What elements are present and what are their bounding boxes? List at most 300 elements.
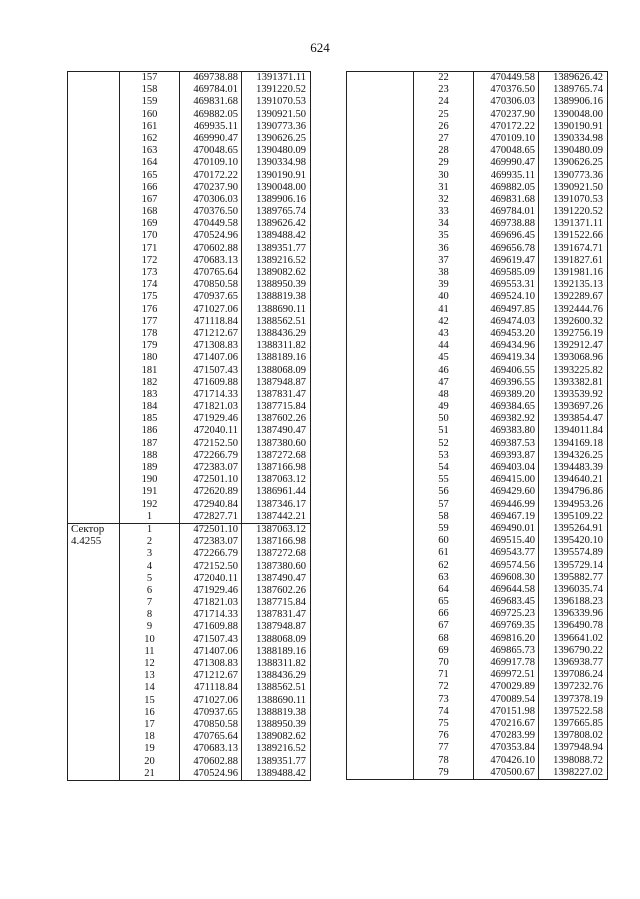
point-number-cell: 37: [414, 255, 474, 267]
sector-label-cell: [347, 547, 414, 559]
table-row: [347, 572, 608, 584]
y-coordinate-cell: 1390190.91: [242, 170, 311, 182]
table-row: [347, 535, 608, 547]
y-coordinate-cell: 1396339.96: [539, 608, 608, 620]
point-number-cell: 26: [414, 121, 474, 133]
y-coordinate-cell: 1390048.00: [242, 182, 311, 194]
sector-label-cell: [347, 486, 414, 498]
point-number-cell: 179: [120, 340, 180, 352]
sector-label-cell: [347, 706, 414, 718]
point-number-cell: 40: [414, 291, 474, 303]
y-coordinate-cell: 1398088.72: [539, 755, 608, 767]
y-coordinate-cell: 1396938.77: [539, 657, 608, 669]
x-coordinate-cell: 470376.50: [474, 84, 539, 96]
y-coordinate-cell: 1395729.14: [539, 560, 608, 572]
point-number-cell: 49: [414, 401, 474, 413]
table-row: [68, 255, 311, 267]
y-coordinate-cell: 1389488.42: [242, 768, 311, 781]
table-row: [68, 462, 311, 474]
y-coordinate-cell: 1388436.29: [242, 670, 311, 682]
sector-label-cell: [68, 438, 120, 450]
x-coordinate-cell: 469738.88: [474, 218, 539, 230]
sector-label-cell: [68, 304, 120, 316]
y-coordinate-cell: 1392289.67: [539, 291, 608, 303]
x-coordinate-cell: 470937.65: [180, 291, 242, 303]
point-number-cell: 35: [414, 230, 474, 242]
x-coordinate-cell: 470449.58: [474, 72, 539, 85]
sector-label-cell: [347, 352, 414, 364]
table-row: [68, 413, 311, 425]
x-coordinate-cell: 472266.79: [180, 450, 242, 462]
sector-label-cell: [68, 279, 120, 291]
x-coordinate-cell: 469990.47: [474, 157, 539, 169]
table-row: [347, 182, 608, 194]
x-coordinate-cell: 469389.20: [474, 389, 539, 401]
table-row: [347, 145, 608, 157]
x-coordinate-cell: 469935.11: [474, 170, 539, 182]
table-row: [347, 267, 608, 279]
table-row: [347, 425, 608, 437]
y-coordinate-cell: 1397665.85: [539, 718, 608, 730]
point-number-cell: 17: [120, 719, 180, 731]
table-row: [347, 584, 608, 596]
point-number-cell: 71: [414, 669, 474, 681]
point-number-cell: 44: [414, 340, 474, 352]
sector-label-cell: [347, 182, 414, 194]
sector-label-cell: [68, 597, 120, 609]
sector-label-cell: [347, 413, 414, 425]
x-coordinate-cell: 469585.09: [474, 267, 539, 279]
sector-label-cell: [68, 133, 120, 145]
y-coordinate-cell: 1390190.91: [539, 121, 608, 133]
table-row: [68, 511, 311, 524]
point-number-cell: 161: [120, 121, 180, 133]
x-coordinate-cell: 470602.88: [180, 243, 242, 255]
sector-label-cell: [68, 585, 120, 597]
table-row: [68, 425, 311, 437]
y-coordinate-cell: 1387442.21: [242, 511, 311, 524]
point-number-cell: 176: [120, 304, 180, 316]
y-coordinate-cell: 1397808.02: [539, 730, 608, 742]
sector-label-cell: [347, 523, 414, 535]
x-coordinate-cell: 471308.83: [180, 658, 242, 670]
point-number-cell: 160: [120, 109, 180, 121]
page-number: 624: [310, 40, 330, 55]
y-coordinate-cell: 1392135.13: [539, 279, 608, 291]
x-coordinate-cell: 470306.03: [474, 96, 539, 108]
y-coordinate-cell: 1394326.25: [539, 450, 608, 462]
sector-label-cell: [347, 401, 414, 413]
sector-label-cell: [68, 450, 120, 462]
y-coordinate-cell: 1389082.62: [242, 731, 311, 743]
table-row: [347, 438, 608, 450]
sector-label-cell: [68, 328, 120, 340]
sector-label-cell: [68, 194, 120, 206]
y-coordinate-cell: 1390773.36: [242, 121, 311, 133]
table-row: [347, 742, 608, 754]
sector-label-cell: [68, 670, 120, 682]
x-coordinate-cell: 469831.68: [474, 194, 539, 206]
y-coordinate-cell: 1388068.09: [242, 365, 311, 377]
x-coordinate-cell: 472266.79: [180, 548, 242, 560]
point-number-cell: 43: [414, 328, 474, 340]
table-row: [347, 365, 608, 377]
sector-label-cell: [347, 206, 414, 218]
table-row: [68, 377, 311, 389]
x-coordinate-cell: 469882.05: [474, 182, 539, 194]
x-coordinate-cell: 470089.54: [474, 694, 539, 706]
point-number-cell: 163: [120, 145, 180, 157]
x-coordinate-cell: 469403.04: [474, 462, 539, 474]
x-coordinate-cell: 470683.13: [180, 743, 242, 755]
sector-label-cell: [347, 657, 414, 669]
table-row: [347, 401, 608, 413]
table-row: [68, 548, 311, 560]
sector-label-cell: [347, 145, 414, 157]
table-row: [347, 206, 608, 218]
sector-label-cell: [347, 608, 414, 620]
table-row: [347, 560, 608, 572]
sector-label-cell: 4.4255: [68, 536, 120, 548]
point-number-cell: 172: [120, 255, 180, 267]
sector-label-cell: [347, 377, 414, 389]
point-number-cell: 180: [120, 352, 180, 364]
sector-label-cell: [68, 243, 120, 255]
table-row: [68, 316, 311, 328]
x-coordinate-cell: 470172.22: [474, 121, 539, 133]
table-row: [68, 340, 311, 352]
y-coordinate-cell: 1389216.52: [242, 743, 311, 755]
y-coordinate-cell: 1388819.38: [242, 707, 311, 719]
point-number-cell: 62: [414, 560, 474, 572]
y-coordinate-cell: 1394483.39: [539, 462, 608, 474]
y-coordinate-cell: 1389626.42: [242, 218, 311, 230]
y-coordinate-cell: 1394953.26: [539, 499, 608, 511]
sector-label-cell: [347, 584, 414, 596]
sector-label-cell: [347, 170, 414, 182]
table-row: [347, 706, 608, 718]
y-coordinate-cell: 1391220.52: [539, 206, 608, 218]
sector-label-cell: [68, 573, 120, 585]
table-row: [68, 438, 311, 450]
sector-label-cell: [347, 121, 414, 133]
sector-label-cell: [347, 279, 414, 291]
x-coordinate-cell: 469865.73: [474, 645, 539, 657]
point-number-cell: 16: [120, 707, 180, 719]
table-row: [68, 121, 311, 133]
y-coordinate-cell: 1391981.16: [539, 267, 608, 279]
point-number-cell: 72: [414, 681, 474, 693]
y-coordinate-cell: 1390921.50: [242, 109, 311, 121]
y-coordinate-cell: 1387831.47: [242, 389, 311, 401]
sector-label-cell: [68, 474, 120, 486]
sector-label-cell: [68, 719, 120, 731]
x-coordinate-cell: 469446.99: [474, 499, 539, 511]
x-coordinate-cell: 471507.43: [180, 365, 242, 377]
point-number-cell: 21: [120, 768, 180, 781]
sector-label-cell: [68, 352, 120, 364]
table-row: [68, 170, 311, 182]
table-row: [68, 84, 311, 96]
point-number-cell: 61: [414, 547, 474, 559]
point-number-cell: 173: [120, 267, 180, 279]
sector-label-cell: [347, 620, 414, 632]
point-number-cell: 164: [120, 157, 180, 169]
table-row: [68, 585, 311, 597]
table-row: [347, 633, 608, 645]
point-number-cell: 60: [414, 535, 474, 547]
x-coordinate-cell: 469543.77: [474, 547, 539, 559]
table-row: [347, 316, 608, 328]
table-row: [347, 109, 608, 121]
point-number-cell: 184: [120, 401, 180, 413]
point-number-cell: 23: [414, 84, 474, 96]
sector-label-cell: [347, 109, 414, 121]
table-row: [347, 194, 608, 206]
table-row: [347, 157, 608, 169]
table-row: [347, 84, 608, 96]
point-number-cell: 8: [120, 609, 180, 621]
x-coordinate-cell: 470109.10: [474, 133, 539, 145]
point-number-cell: 12: [120, 658, 180, 670]
y-coordinate-cell: 1392600.32: [539, 316, 608, 328]
table-row: [347, 72, 608, 85]
y-coordinate-cell: 1387715.84: [242, 401, 311, 413]
sector-label-cell: [68, 230, 120, 242]
x-coordinate-cell: 471027.06: [180, 304, 242, 316]
sector-label-cell: [68, 548, 120, 560]
table-row: [347, 547, 608, 559]
point-number-cell: 53: [414, 450, 474, 462]
sector-label-cell: [68, 145, 120, 157]
sector-label-cell: [68, 389, 120, 401]
x-coordinate-cell: 469553.31: [474, 279, 539, 291]
point-number-cell: 183: [120, 389, 180, 401]
point-number-cell: 30: [414, 170, 474, 182]
sector-label-cell: [347, 633, 414, 645]
table-row: [347, 694, 608, 706]
sector-label-cell: [347, 462, 414, 474]
y-coordinate-cell: 1389082.62: [242, 267, 311, 279]
y-coordinate-cell: 1395420.10: [539, 535, 608, 547]
y-coordinate-cell: 1387272.68: [242, 450, 311, 462]
x-coordinate-cell: 469784.01: [180, 84, 242, 96]
point-number-cell: 15: [120, 695, 180, 707]
x-coordinate-cell: 469515.40: [474, 535, 539, 547]
sector-label-cell: [347, 438, 414, 450]
y-coordinate-cell: 1394640.21: [539, 474, 608, 486]
point-number-cell: 59: [414, 523, 474, 535]
sector-label-cell: [347, 328, 414, 340]
y-coordinate-cell: 1396035.74: [539, 584, 608, 596]
table-row: [347, 669, 608, 681]
x-coordinate-cell: 470765.64: [180, 731, 242, 743]
y-coordinate-cell: 1392756.19: [539, 328, 608, 340]
x-coordinate-cell: 469434.96: [474, 340, 539, 352]
y-coordinate-cell: 1394011.84: [539, 425, 608, 437]
sector-label-cell: [68, 731, 120, 743]
point-number-cell: 20: [120, 756, 180, 768]
sector-label-cell: [68, 218, 120, 230]
table-row: [68, 194, 311, 206]
table-row: [68, 291, 311, 303]
x-coordinate-cell: 471407.06: [180, 646, 242, 658]
sector-label-cell: [347, 304, 414, 316]
sector-label-cell: [347, 194, 414, 206]
x-coordinate-cell: 471609.88: [180, 621, 242, 633]
table-row: [347, 499, 608, 511]
y-coordinate-cell: 1387715.84: [242, 597, 311, 609]
point-number-cell: 1: [120, 511, 180, 524]
x-coordinate-cell: 471714.33: [180, 609, 242, 621]
point-number-cell: 191: [120, 486, 180, 498]
table-row: [347, 596, 608, 608]
table-row: [68, 634, 311, 646]
table-row: [347, 121, 608, 133]
x-coordinate-cell: 470283.99: [474, 730, 539, 742]
y-coordinate-cell: 1389216.52: [242, 255, 311, 267]
y-coordinate-cell: 1388562.51: [242, 682, 311, 694]
x-coordinate-cell: 472383.07: [180, 462, 242, 474]
x-coordinate-cell: 471118.84: [180, 682, 242, 694]
sector-label-cell: [347, 389, 414, 401]
point-number-cell: 69: [414, 645, 474, 657]
sector-label-cell: [347, 450, 414, 462]
sector-label-cell: [347, 645, 414, 657]
x-coordinate-cell: 469384.65: [474, 401, 539, 413]
point-number-cell: 190: [120, 474, 180, 486]
sector-label-cell: [347, 291, 414, 303]
table-row: [68, 707, 311, 719]
y-coordinate-cell: 1387602.26: [242, 585, 311, 597]
table-row: [68, 182, 311, 194]
y-coordinate-cell: 1388950.39: [242, 719, 311, 731]
point-number-cell: 28: [414, 145, 474, 157]
sector-label-cell: [347, 316, 414, 328]
x-coordinate-cell: 470306.03: [180, 194, 242, 206]
x-coordinate-cell: 469524.10: [474, 291, 539, 303]
point-number-cell: 24: [414, 96, 474, 108]
x-coordinate-cell: 469393.87: [474, 450, 539, 462]
point-number-cell: 13: [120, 670, 180, 682]
sector-label-cell: [68, 499, 120, 511]
sector-label-cell: [68, 182, 120, 194]
y-coordinate-cell: 1391371.11: [242, 72, 311, 85]
sector-label-cell: [68, 707, 120, 719]
table-row: [68, 573, 311, 585]
y-coordinate-cell: 1394169.18: [539, 438, 608, 450]
sector-label-cell: [68, 316, 120, 328]
sector-label-cell: [68, 561, 120, 573]
y-coordinate-cell: 1387063.12: [242, 474, 311, 486]
sector-label-cell: [68, 72, 120, 85]
x-coordinate-cell: 469396.55: [474, 377, 539, 389]
sector-label-cell: [68, 646, 120, 658]
point-number-cell: 65: [414, 596, 474, 608]
table-row: [347, 218, 608, 230]
table-row: [68, 304, 311, 316]
y-coordinate-cell: 1396490.78: [539, 620, 608, 632]
point-number-cell: 169: [120, 218, 180, 230]
y-coordinate-cell: 1389351.77: [242, 243, 311, 255]
x-coordinate-cell: 469882.05: [180, 109, 242, 121]
sector-label-cell: [68, 206, 120, 218]
x-coordinate-cell: 470524.96: [180, 230, 242, 242]
table-row: [347, 462, 608, 474]
table-row: [68, 756, 311, 768]
y-coordinate-cell: 1388950.39: [242, 279, 311, 291]
x-coordinate-cell: 471407.06: [180, 352, 242, 364]
y-coordinate-cell: 1387166.98: [242, 536, 311, 548]
sector-label-cell: [68, 96, 120, 108]
point-number-cell: 25: [414, 109, 474, 121]
x-coordinate-cell: 469419.34: [474, 352, 539, 364]
sector-label-cell: [347, 218, 414, 230]
table-row: [68, 658, 311, 670]
x-coordinate-cell: 469429.60: [474, 486, 539, 498]
table-row: [68, 743, 311, 755]
table-row: [347, 645, 608, 657]
x-coordinate-cell: 471212.67: [180, 670, 242, 682]
y-coordinate-cell: 1387272.68: [242, 548, 311, 560]
x-coordinate-cell: 472040.11: [180, 573, 242, 585]
x-coordinate-cell: 469453.20: [474, 328, 539, 340]
point-number-cell: 33: [414, 206, 474, 218]
sector-label-cell: [68, 121, 120, 133]
x-coordinate-cell: 469917.78: [474, 657, 539, 669]
sector-label-cell: [347, 669, 414, 681]
point-number-cell: 175: [120, 291, 180, 303]
sector-label-cell: Сектор: [68, 523, 120, 536]
sector-label-cell: [68, 768, 120, 781]
y-coordinate-cell: 1395882.77: [539, 572, 608, 584]
x-coordinate-cell: 472040.11: [180, 425, 242, 437]
y-coordinate-cell: 1396641.02: [539, 633, 608, 645]
sector-label-cell: [347, 730, 414, 742]
x-coordinate-cell: 469683.45: [474, 596, 539, 608]
y-coordinate-cell: 1387063.12: [242, 523, 311, 536]
y-coordinate-cell: 1387380.60: [242, 438, 311, 450]
x-coordinate-cell: 471714.33: [180, 389, 242, 401]
point-number-cell: 6: [120, 585, 180, 597]
table-row: [347, 413, 608, 425]
table-row: [347, 304, 608, 316]
table-row: [68, 523, 311, 536]
table-row: [68, 670, 311, 682]
y-coordinate-cell: 1387602.26: [242, 413, 311, 425]
y-coordinate-cell: 1387166.98: [242, 462, 311, 474]
x-coordinate-cell: 469644.58: [474, 584, 539, 596]
y-coordinate-cell: 1397948.94: [539, 742, 608, 754]
x-coordinate-cell: 469656.78: [474, 243, 539, 255]
y-coordinate-cell: 1387490.47: [242, 425, 311, 437]
table-row: [68, 96, 311, 108]
x-coordinate-cell: 469490.01: [474, 523, 539, 535]
sector-label-cell: [347, 340, 414, 352]
y-coordinate-cell: 1389351.77: [242, 756, 311, 768]
x-coordinate-cell: 470353.84: [474, 742, 539, 754]
sector-label-cell: [68, 621, 120, 633]
y-coordinate-cell: 1387948.87: [242, 621, 311, 633]
y-coordinate-cell: 1388690.11: [242, 695, 311, 707]
sector-label-cell: [347, 572, 414, 584]
y-coordinate-cell: 1387380.60: [242, 561, 311, 573]
point-number-cell: 50: [414, 413, 474, 425]
table-row: [68, 145, 311, 157]
table-row: [68, 621, 311, 633]
point-number-cell: 29: [414, 157, 474, 169]
point-number-cell: 166: [120, 182, 180, 194]
